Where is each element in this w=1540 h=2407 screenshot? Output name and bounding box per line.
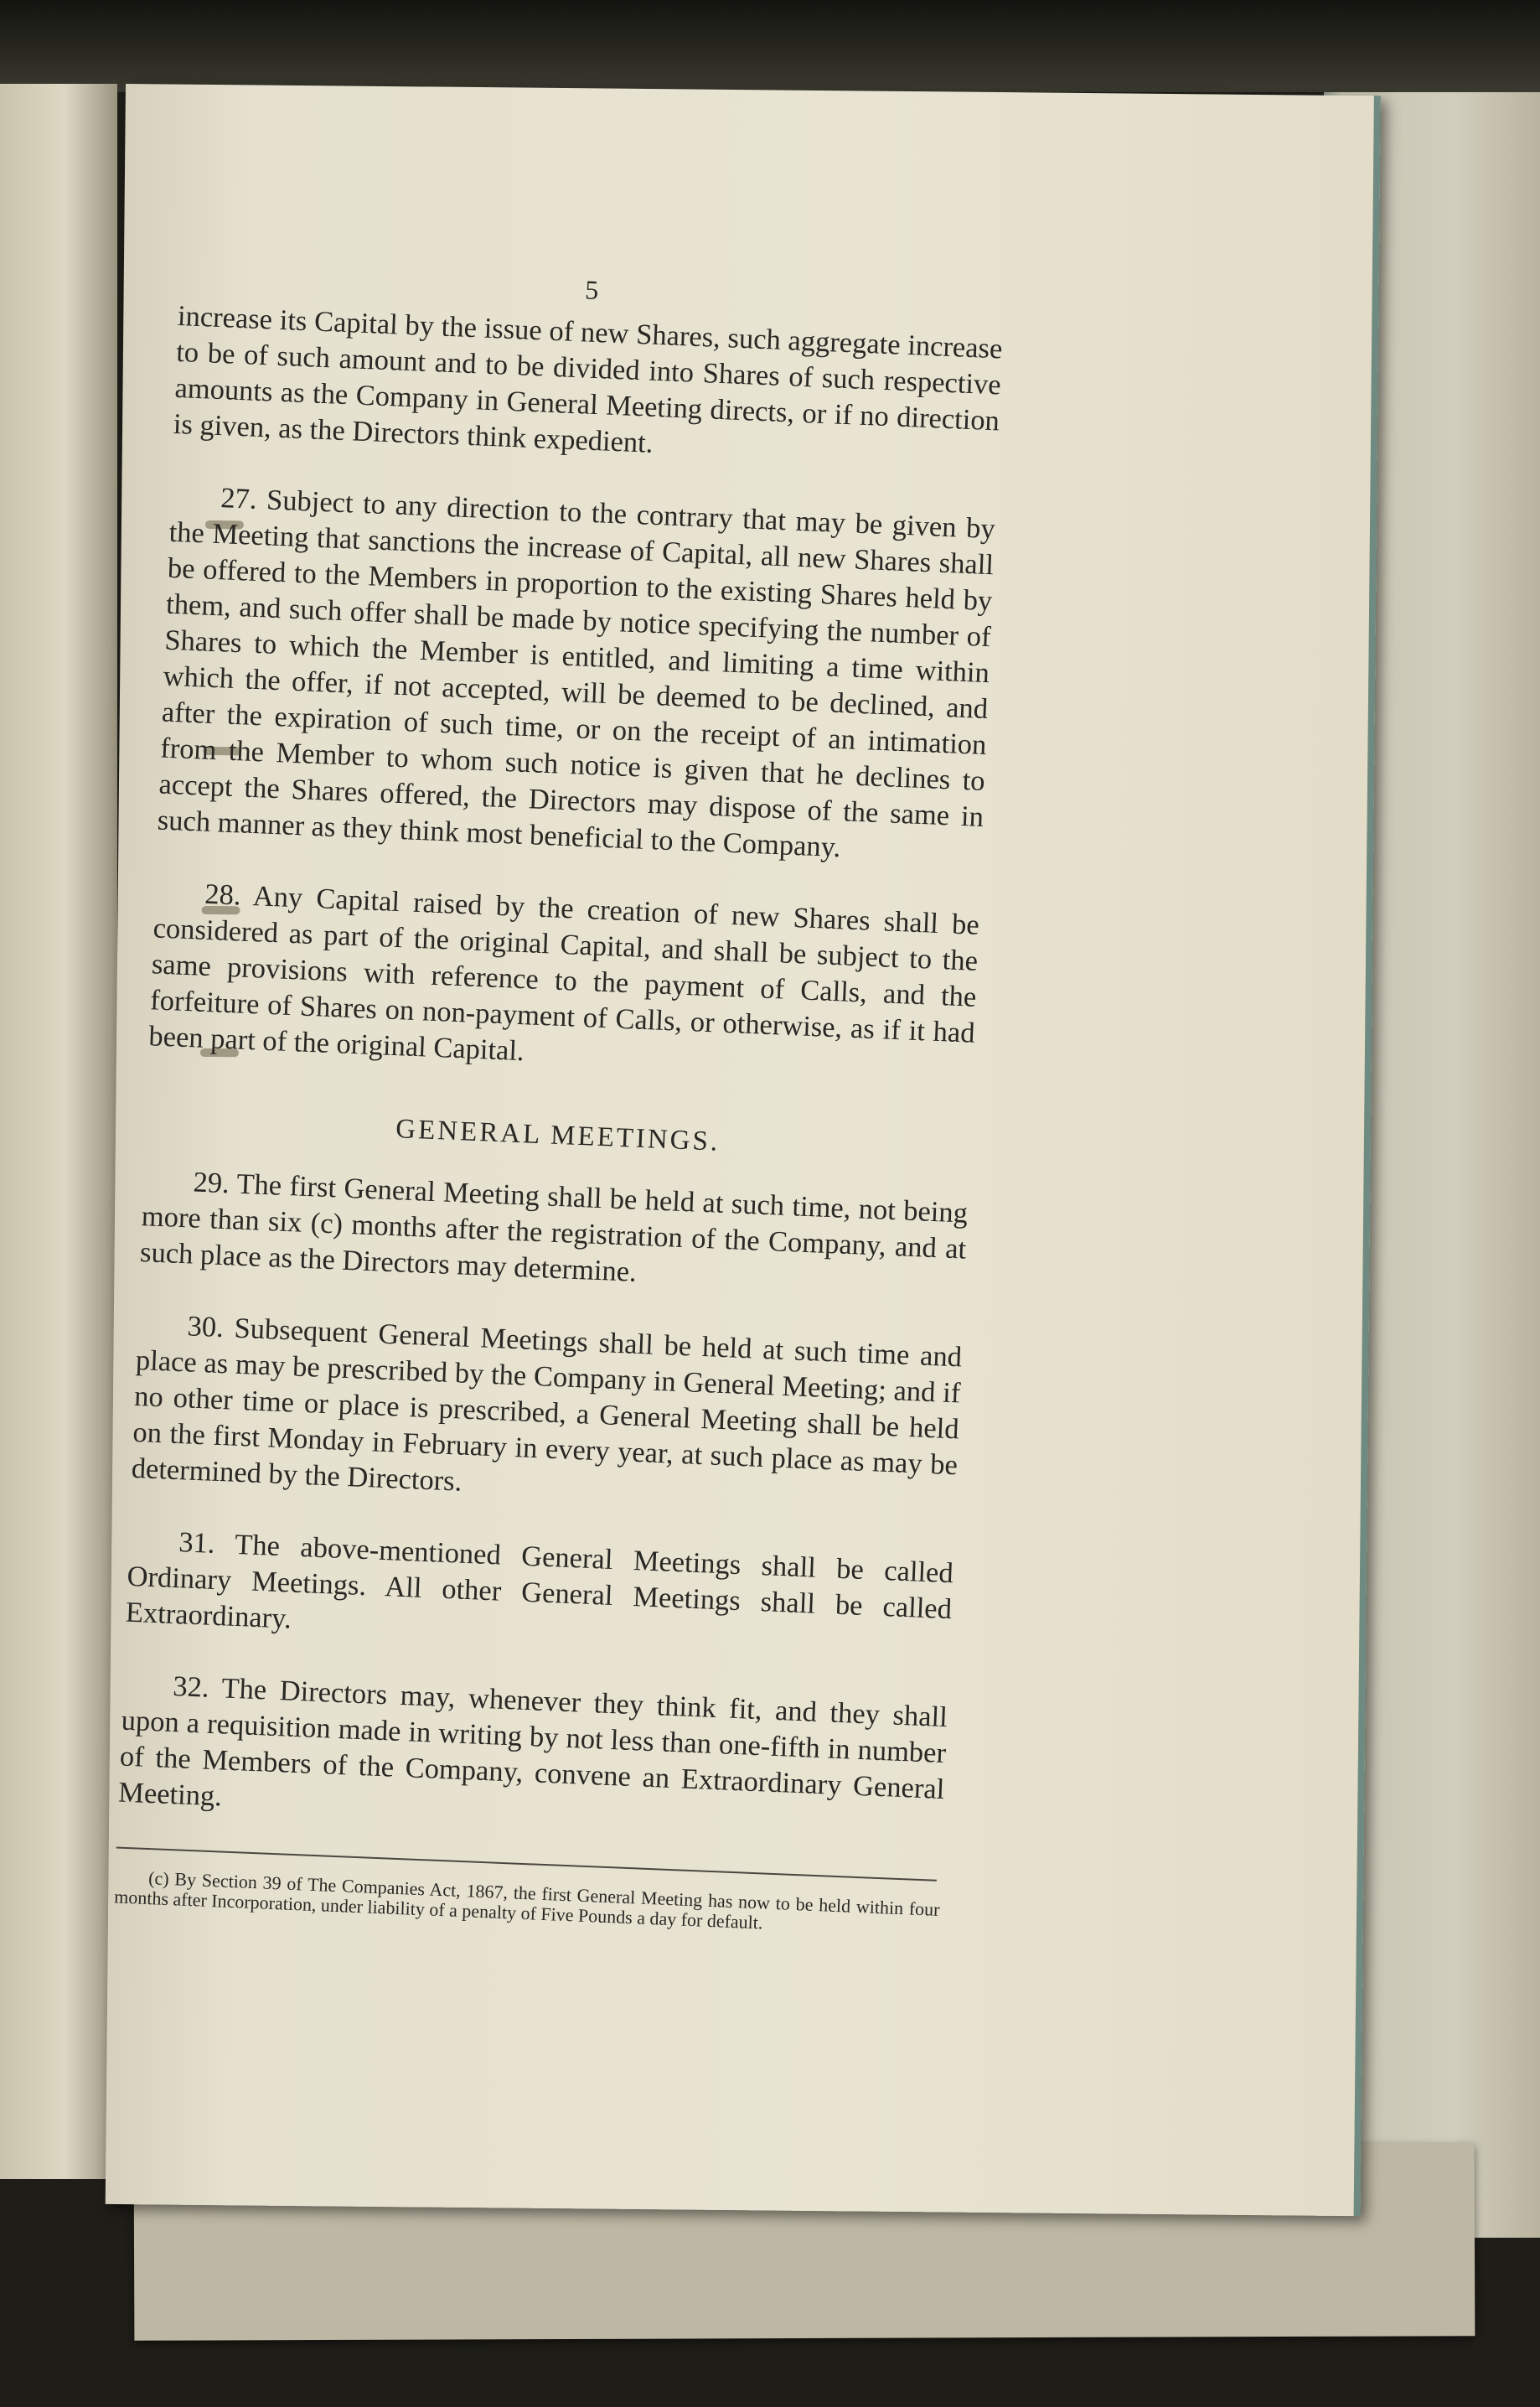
left-facing-page	[0, 84, 117, 2179]
paragraph-30: 30. Subsequent General Meetings shall be held at such time and place as may be prescribed by the Company in General Meeting; and if no other time or place is prescribed, a General Meeting shall be held on the first Monday in February in every year, at such place as may be determined by the Directors.	[131, 1310, 963, 1498]
paragraph-28: 28. Any Capital raised by the creation of new Shares shall be considered as part of the original Capital, and shall be subject to the same provisions with reference to the payment of Calls, and the forfeiture of Shares on non-payment of Calls, or otherwise, as if it had been part of the original Capital.	[147, 877, 980, 1068]
paragraph-31: 31. The above-mentioned General Meetings shall be called Ordinary Meetings. All other General Meetings shall be called Extraordinary.	[125, 1526, 954, 1635]
paragraph-29: 29. The first General Meeting shall be held at such time, not being more than six (c) months after the registration of the Company, and at such place as the Directors may determine.	[139, 1166, 969, 1288]
paragraph-27: 27. Subject to any direction to the contrary that may be given by the Meeting that sanctions the increase of Capital, all new Shares shall be offered to the Members in proportion to the existing Shares held by them, and such offer shall be made by notice specifying the number of Shares to which the Member is entitled, and limiting a time within which the offer, if not accepted, will be deemed to be declined, and after the expiration of such time, or on the receipt of an intimation from the Member to whom such notice is given that he declines to accept the Shares offered, the Directors may dispose of the same in such manner as they think most beneficial to the Company.	[157, 482, 996, 864]
book-cover-top	[0, 0, 1540, 92]
paragraph-continuation: increase its Capital by the issue of new Shares, such aggregate increase to be of such amount and to be divided into Shares of such respective amounts as the Company in General Meeting directs, or if no direction is given, as the Directors think expedient.	[173, 299, 1004, 459]
footnote: (c) By Section 39 of The Companies Act, 1867, the first General Meeting has now to be held within four months after Incorporation, under liability of a penalty of Five Pounds a day for default.	[113, 1867, 941, 1933]
paragraph-32: 32. The Directors may, whenever they think fit, and they shall upon a requisition made in writing by not less than one-fifth in number of the Members of the Company, convene an Extraordinary General Meeting.	[117, 1670, 948, 1813]
section-heading: GENERAL MEETINGS.	[395, 1114, 721, 1157]
page-text	[113, 256, 1005, 1959]
page-number: 5	[584, 274, 599, 306]
